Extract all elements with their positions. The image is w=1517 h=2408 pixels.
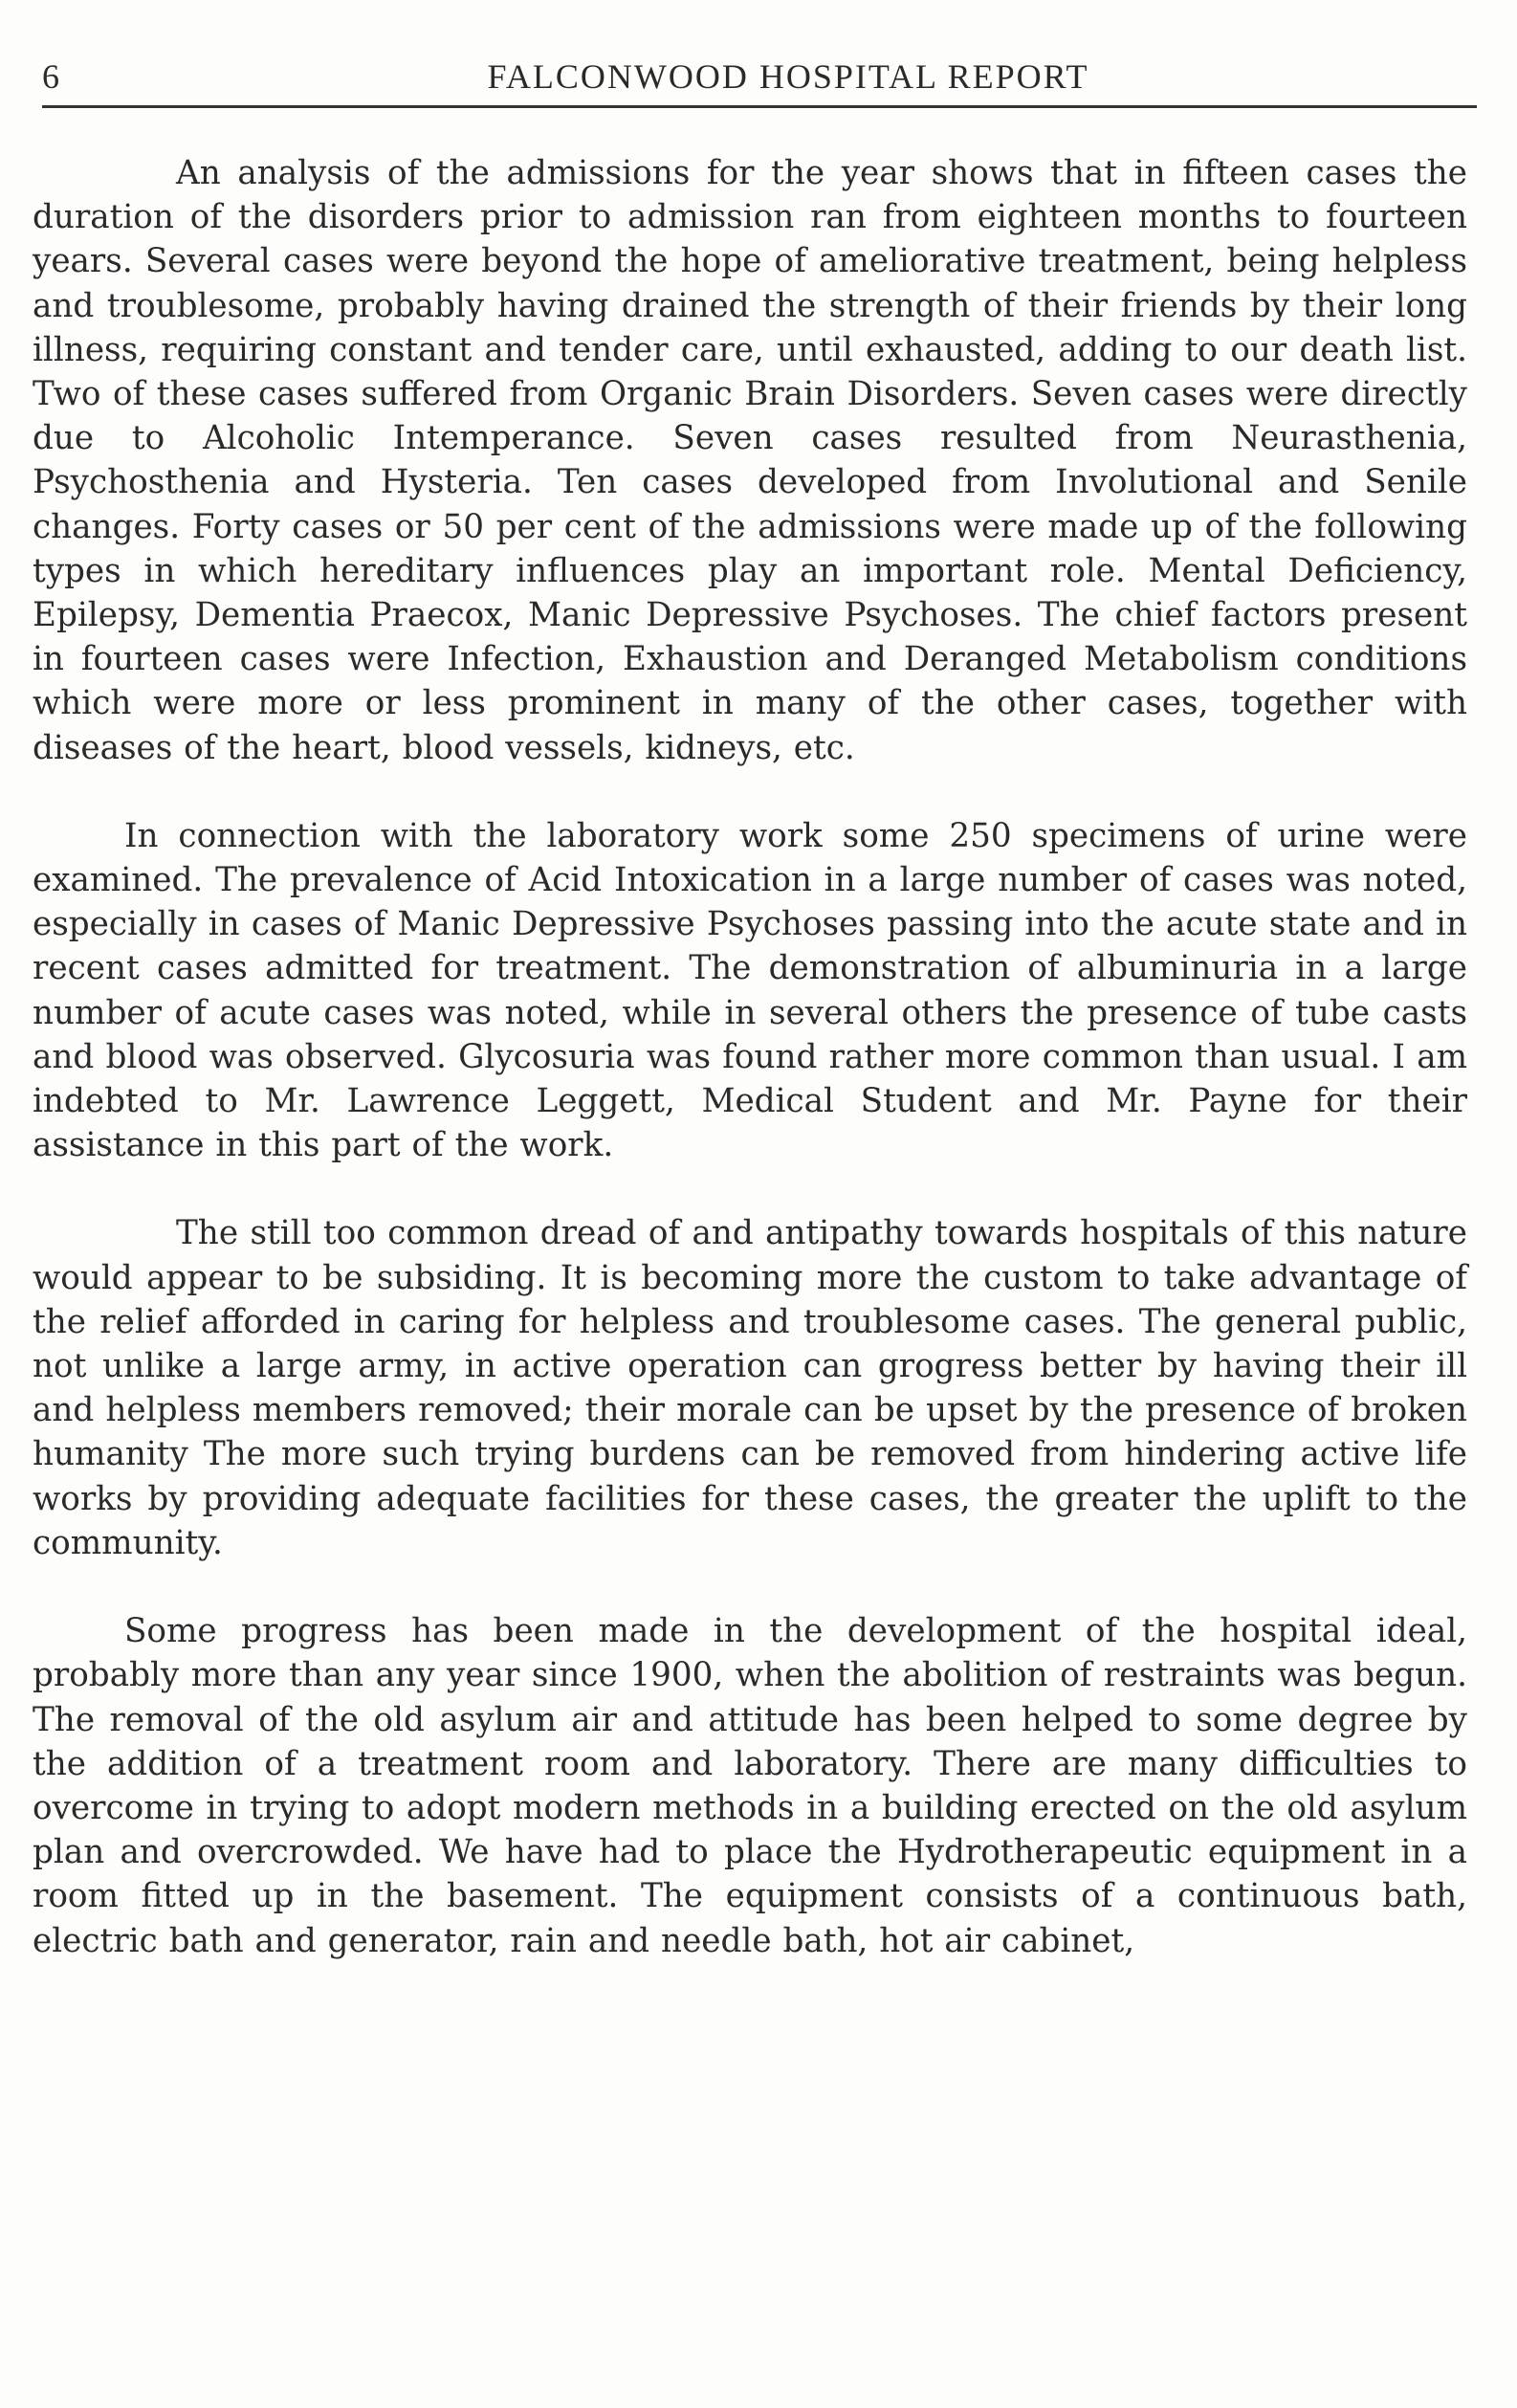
body-text xyxy=(33,151,1467,1963)
running-head-title: FALCONWOOD HOSPITAL REPORT xyxy=(487,57,1089,96)
header-rule xyxy=(42,105,1477,108)
paragraph-laboratory-work: In connection with the laboratory work some 250 specimens of urine were examined. The prevalence of Acid Intoxication in a large number of cases was noted, especially in cases of Manic Depressive Psychoses passing into the acute state and in recent cases admitted for treatment. The demonstration of albuminuria in a large number of acute cases was noted, while in several others the presence of tube casts and blood was observed. Glycosuria was found rather more common than usual. I am indebted to Mr. Lawrence Leggett, Medical Student and Mr. Payne for their assistance in this part of the work. xyxy=(33,816,1467,1165)
paragraph-hospital-progress: Some progress has been made in the development of the hospital ideal, probably more than any year since 1900, when the abolition of restraints was begun. The removal of the old asylum air and attitude has been helped to some degree by the addition of a treatment room and laboratory. There are many difficulties to overcome in trying to adopt modern methods in a building erected on the old asylum plan and overcrowded. We have had to place the Hydrotherapeutic equipment in a room fitted up in the basement. The equipment consists of a continuous bath, electric bath and generator, rain and needle bath, hot air cabinet, xyxy=(33,1612,1467,1960)
page-number: 6 xyxy=(42,57,60,96)
paragraph-public-attitude: The still too common dread of and antipathy towards hospitals of this nature would appear to be subsiding. It is becoming more the custom to take advantage of the relief afforded in caring for helpless and troublesome cases. The general public, not unlike a large army, in active operation can grogress better by having their ill and helpless members removed; their morale can be upset by the presence of broken humanity The more such trying burdens can be removed from hindering active life works by providing adequate facilities for these cases, the greater the uplift to the community. xyxy=(33,1214,1467,1562)
paragraph-admissions-analysis: An analysis of the admissions for the year shows that in fifteen cases the duration of the disorders prior to admission ran from eighteen months to fourteen years. Several cases were beyond the hope of ameliorative treatment, being helpless and troublesome, probably having drained the strength of their friends by their long illness, requiring constant and tender care, until exhausted, adding to our death list. Two of these cases suffered from Organic Brain Disorders. Seven cases were directly due to Alcoholic Intemperance. Seven cases resulted from Neurasthenia, Psychosthenia and Hysteria. Ten cases developed from Involutional and Senile changes. Forty cases or 50 per cent of the admissions were made up of the following types in which hereditary influences play an important role. Mental Deficiency, Epilepsy, Dementia Praecox, Manic Depressive Psychoses. The chief factors present in fourteen cases were Infection, Exhaustion and Deranged Metabolism conditions which were more or less prominent in many of the other cases, together with diseases of the heart, blood vessels, kidneys, etc. xyxy=(33,154,1467,767)
page-header xyxy=(42,50,1477,107)
